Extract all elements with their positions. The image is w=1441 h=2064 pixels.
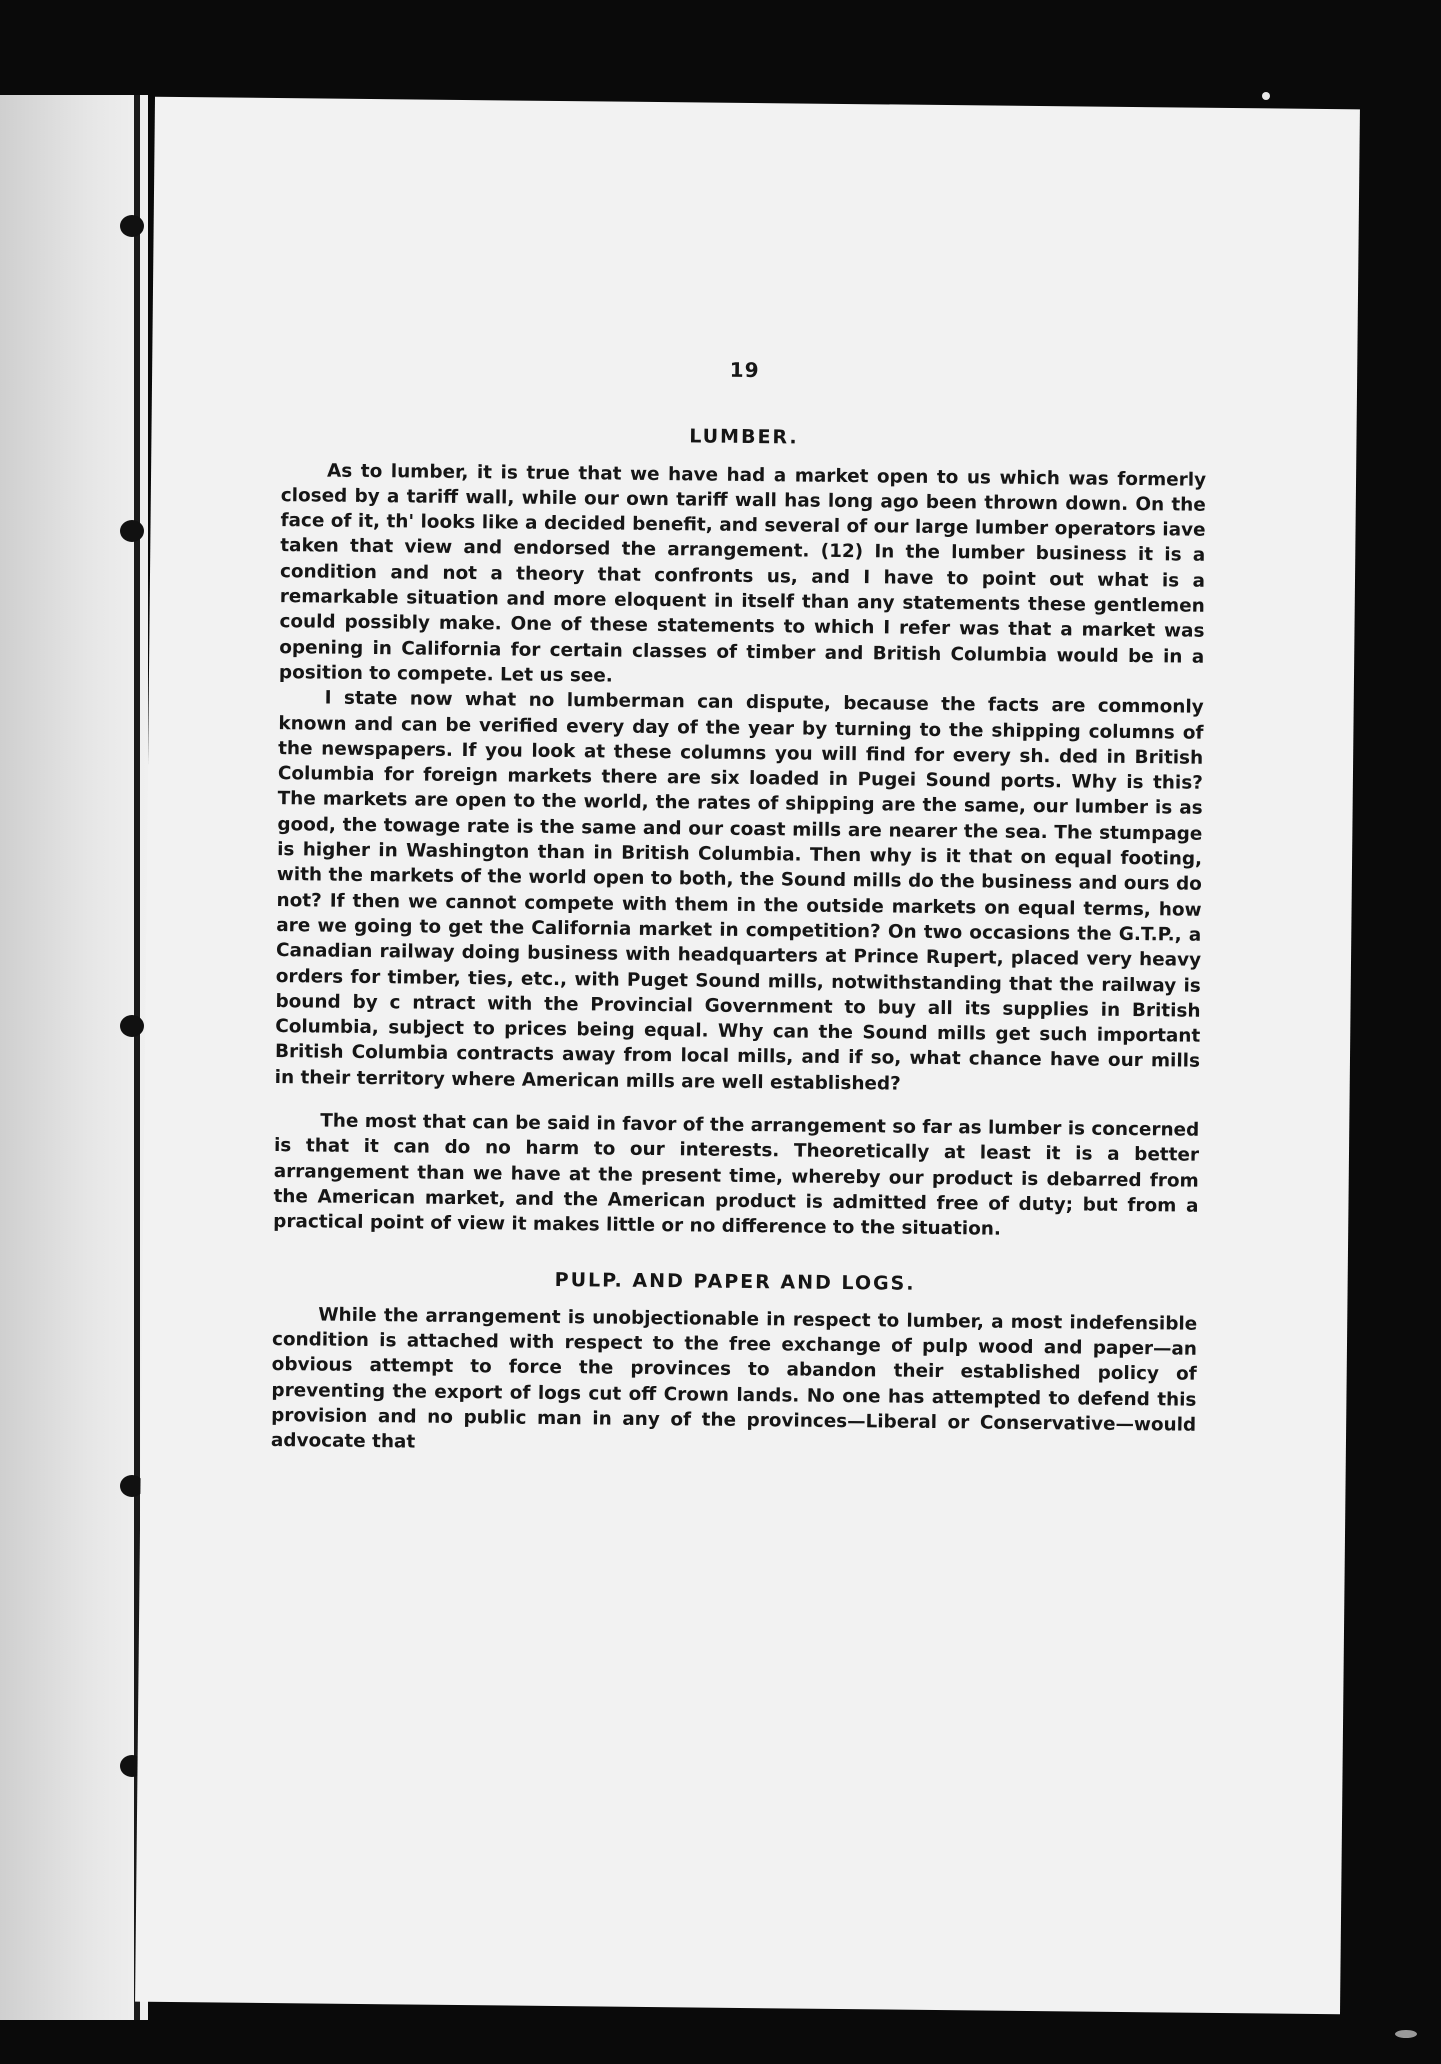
binding-stitch: [120, 1015, 144, 1037]
scan-speck: [1262, 92, 1270, 100]
section-heading-lumber: LUMBER.: [689, 425, 799, 449]
document-page: [135, 97, 1360, 2015]
paragraph: I state now what no lumberman can dispute, because the facts are commonly known and can be verified every day of the year by turning to the shipping columns of the newspapers. If you look at these columns you will find for every sh. ded in British Columbia for foreign markets there are six loaded in Pugei Sound ports. Why is this? The markets are open to the world, the rates of shipping are the same, our lumber is as good, the towage rate is the same and our coast mills are nearer the sea. The stumpage is higher in Washington than in British Columbia. Then why is it that on equal footing, with the markets of the world open to both, the Sound mills do the business and ours do not? If then we cannot compete with them in the outside markets on equal terms, how are we going to get the California market in competition? On two occasions the G.T.P., a Canadian railway doing business with headquarters at Prince Rupert, placed very heavy orders for timber, ties, etc., with Puget Sound mills, notwithstanding that the railway is bound by c ntract with the Provincial Government to buy all its supplies in British Columbia, subject to prices being equal. Why can the Sound mills get such important British Columbia contracts away from local mills, and if so, what chance have our mills in their territory where American mills are well established?: [274, 687, 1204, 1095]
binding-stitch: [120, 215, 144, 237]
binding-stitch: [120, 520, 144, 542]
paragraph: The most that can be said in favor of the arrangement so far as lumber is concerned is that it can do no harm to our interests. Theoretically at least it is a better arrangement than we have at the present time, whereby our product is debarred from the American market, and the American product is admitted free of duty; but from a practical point of view it makes little or no difference to the situation.: [273, 1110, 1200, 1240]
paragraph: While the arrangement is unobjectionable in respect to lumber, a most indefensible condition is attached with respect to the free exchange of pulp wood and paper—an obvious attempt to force the provinces to abandon their established policy of preventing the export of logs cut off Crown lands. No one has attempted to defend this provision and no public man in any of the provinces—Liberal or Conservative—would advocate that: [270, 1304, 1198, 1453]
page-content: [271, 353, 1207, 1463]
scan-speck: [1395, 2030, 1417, 2038]
section-heading-pulp-paper-logs: PULP. AND PAPER AND LOGS.: [554, 1268, 916, 1295]
facing-page-edge: [0, 95, 148, 2020]
page-number: 19: [729, 357, 760, 383]
paragraph: As to lumber, it is true that we have had a market open to us which was formerly closed by a tariff wall, while our own tariff wall has long ago been thrown down. On the face of it, th' looks like a decided benefit, and several of our large lumber operators iave taken that view and endorsed the arrangement. (12) In the lumber business it is a condition and not a theory that confronts us, and I have to point out what is a remarkable situation and more eloquent in itself than any statements these gentlemen could possibly make. One of these statements to which I refer was that a market was opening in California for certain classes of timber and British Columbia would be in a position to compete. Let us see.: [278, 460, 1207, 687]
